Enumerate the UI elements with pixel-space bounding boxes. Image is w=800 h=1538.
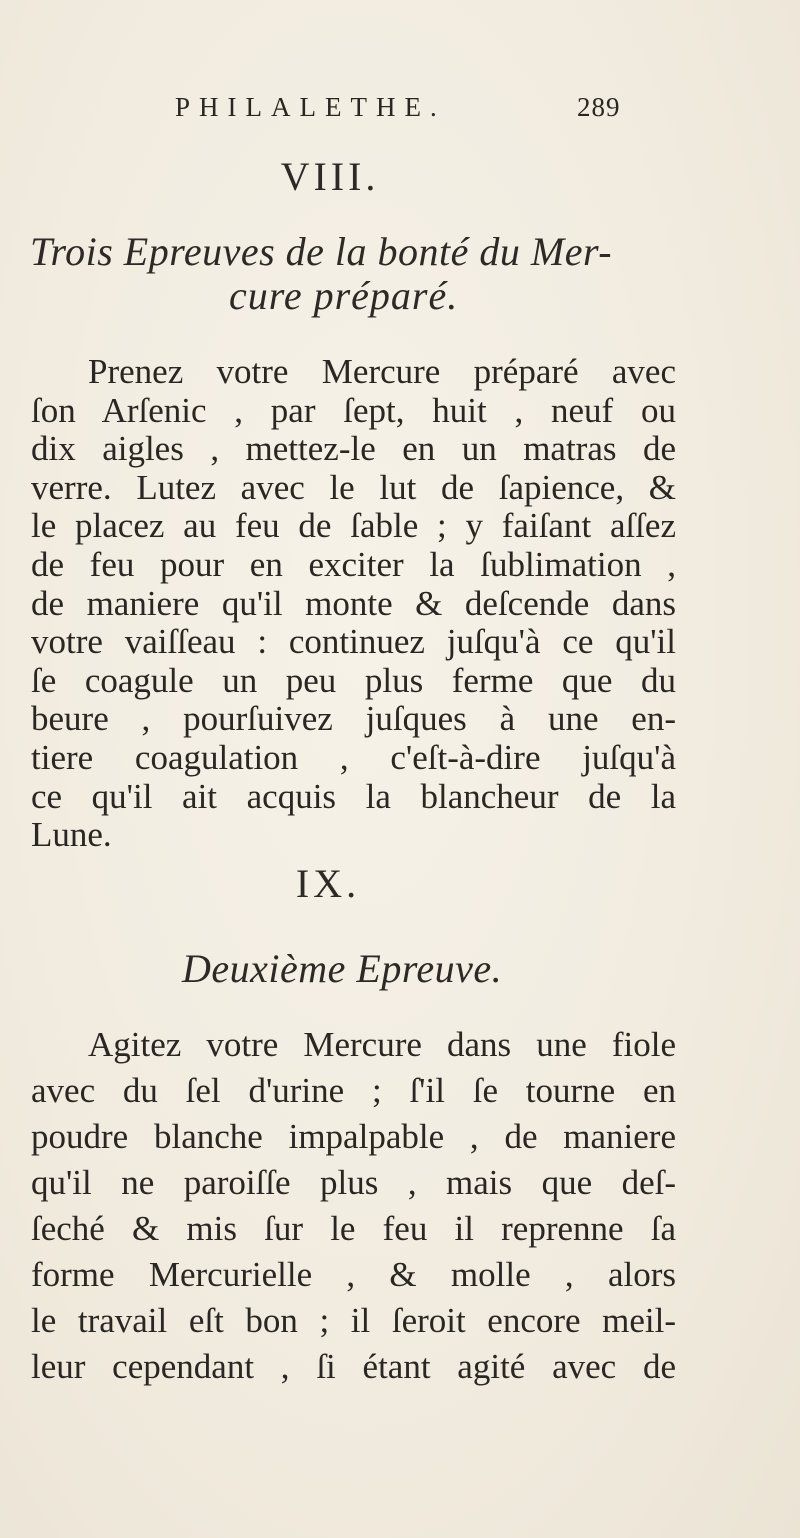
text-line: tiere coagulation , c'eſt-à-dire juſqu'à [31,738,676,777]
text-line: poudre blanche impalpable , de maniere [31,1117,676,1156]
text-line: ſon Arſenic , par ſept, huit , neuf ou [31,390,676,430]
section-title-line-1: Trois Epreuves de la bonté du Mer- [30,229,613,274]
text-line: verre. Lutez avec le lut de ſapience, & [31,467,676,507]
page-number: 289 [577,92,621,122]
text-line: ce qu'il ait acquis la blancheur de la [31,776,676,816]
running-head: PHILALETHE. [175,92,446,122]
section-numeral-9: IX. [295,861,361,906]
section-title-line-2: cure préparé. [229,273,459,318]
text-line: dix aigles , mettez-le en un matras de [31,429,676,469]
text-line: ſe coagule un peu plus ferme que du [31,660,676,700]
text-line: Agitez votre Mercure dans une fiole [88,1025,676,1064]
text-line: qu'il ne paroiſſe plus , mais que deſ- [31,1163,676,1202]
text-line: ſeché & mis ſur le feu il reprenne ſa [31,1209,676,1248]
text-line: de maniere qu'il monte & deſcende dans [31,583,676,623]
section-title-epreuve: Deuxième Epreuve. [182,946,503,991]
text-line: le travail eſt bon ; il ſeroit encore meil- [31,1301,676,1340]
text-line: leur cependant , ſi étant agité avec de [31,1347,676,1386]
text-line: Lune. [31,815,112,855]
text-line: de feu pour en exciter la ſublimation , [31,545,676,584]
text-line: avec du ſel d'urine ; ſ'il ſe tourne en [31,1071,676,1110]
text-line: Prenez votre Mercure préparé avec [88,352,676,391]
section-numeral-8: VIII. [280,154,380,199]
text-line: forme Mercurielle , & molle , alors [31,1255,676,1294]
text-line: le placez au feu de ſable ; y faiſant aſſez [31,506,676,546]
text-line: votre vaiſſeau : continuez juſqu'à ce qu'il [31,622,676,662]
text-line: beure , pourſuivez juſques à une en- [31,699,676,739]
